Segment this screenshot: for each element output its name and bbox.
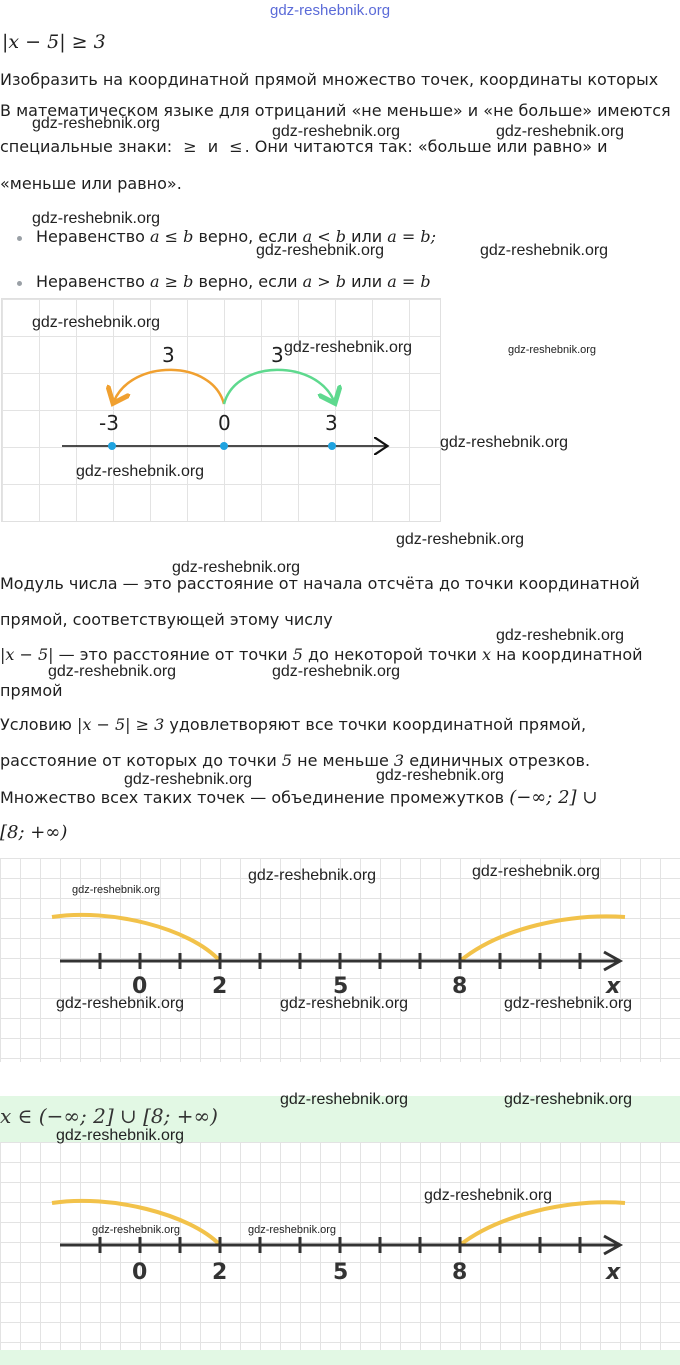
arc-right-label: 3 bbox=[271, 343, 284, 367]
explanation-line-5: Условию |x − 5| ≥ 3 удовлетворяют все точки координатной прямой, bbox=[0, 715, 587, 734]
problem-inequality: |x − 5| ≥ 3 bbox=[2, 31, 106, 53]
watermark: gdz-reshebnik.org bbox=[376, 767, 505, 784]
watermark: gdz-reshebnik.org bbox=[504, 1091, 633, 1108]
watermark: gdz-reshebnik.org bbox=[32, 210, 161, 227]
point-3 bbox=[328, 442, 336, 450]
right-curve bbox=[460, 1202, 625, 1245]
watermark: gdz-reshebnik.org bbox=[440, 434, 569, 451]
watermark: gdz-reshebnik.org bbox=[480, 242, 609, 259]
watermark: gdz-reshebnik.org bbox=[32, 314, 161, 331]
watermark: gdz-reshebnik.org bbox=[496, 123, 625, 140]
watermark: gdz-reshebnik.org bbox=[496, 627, 625, 644]
bottom-band bbox=[0, 1350, 680, 1365]
watermark: gdz-reshebnik.org bbox=[504, 995, 633, 1012]
site-watermark-top: gdz-reshebnik.org bbox=[270, 2, 391, 19]
tick-label-0: 0 bbox=[132, 974, 148, 999]
arc-left-label: 3 bbox=[162, 343, 175, 367]
tick-label-3: 3 bbox=[325, 411, 338, 435]
intro-line-2: В математическом языке для отрицаний «не меньше» и «не больше» имеются bbox=[0, 101, 671, 120]
watermark: gdz-reshebnik.org bbox=[32, 115, 161, 132]
explanation-line-2: прямой, соответствующей этому числу bbox=[0, 610, 333, 629]
tick-label-2: 2 bbox=[212, 1260, 228, 1285]
explanation-line-4: прямой bbox=[0, 681, 63, 700]
tick-label-0: 0 bbox=[132, 1260, 148, 1285]
number-line-arcs bbox=[2, 299, 440, 521]
point-minus-3 bbox=[108, 442, 116, 450]
bullet-item-2: Неравенство a ≥ b верно, если a > b или a = b bbox=[36, 272, 431, 291]
point-0 bbox=[220, 442, 228, 450]
explanation-line-8: [8; +∞) bbox=[0, 822, 68, 843]
number-line-2 bbox=[0, 1142, 680, 1350]
watermark: gdz-reshebnik.org bbox=[56, 1127, 185, 1144]
right-curve bbox=[460, 916, 625, 961]
tick-label-minus-3: -3 bbox=[99, 411, 119, 435]
watermark: gdz-reshebnik.org bbox=[92, 1224, 181, 1236]
watermark: gdz-reshebnik.org bbox=[272, 123, 401, 140]
axis-label-x: x bbox=[606, 974, 621, 999]
bullet-dot bbox=[17, 281, 22, 286]
watermark: gdz-reshebnik.org bbox=[256, 242, 385, 259]
intro-line-4: «меньше или равно». bbox=[0, 174, 182, 193]
watermark: gdz-reshebnik.org bbox=[280, 995, 409, 1012]
watermark: gdz-reshebnik.org bbox=[424, 1187, 553, 1204]
explanation-line-6: расстояние от которых до точки 5 не меньше 3 единичных отрезков. bbox=[0, 751, 591, 770]
answer-text: x ∈ (−∞; 2] ∪ [8; +∞) bbox=[0, 1104, 218, 1128]
sign-ge: ≥ bbox=[183, 137, 197, 156]
sign-le: ≤ bbox=[229, 137, 243, 156]
tick-label-8: 8 bbox=[452, 1260, 468, 1285]
explanation-line-3: |x − 5| — это расстояние от точки 5 до некоторой точки x на координатной bbox=[0, 645, 643, 664]
left-curve bbox=[52, 1201, 220, 1245]
watermark: gdz-reshebnik.org bbox=[280, 1091, 409, 1108]
grid-number-line-2 bbox=[0, 1142, 680, 1350]
intro-line-3: специальные знаки: ≥ и ≤ . Они читаются так: «больше или равно» и bbox=[0, 137, 608, 156]
left-curve bbox=[52, 915, 220, 961]
tick-label-2: 2 bbox=[212, 974, 228, 999]
watermark: gdz-reshebnik.org bbox=[396, 531, 525, 548]
watermark: gdz-reshebnik.org bbox=[508, 344, 597, 356]
right-arc bbox=[224, 370, 334, 404]
tick-label-5: 5 bbox=[333, 974, 349, 999]
watermark: gdz-reshebnik.org bbox=[48, 663, 177, 680]
watermark: gdz-reshebnik.org bbox=[472, 863, 601, 880]
watermark: gdz-reshebnik.org bbox=[72, 884, 161, 896]
axis-label-x: x bbox=[606, 1260, 621, 1285]
watermark: gdz-reshebnik.org bbox=[56, 995, 185, 1012]
left-arc bbox=[114, 370, 224, 404]
watermark: gdz-reshebnik.org bbox=[284, 339, 413, 356]
tick-label-5: 5 bbox=[333, 1260, 349, 1285]
explanation-line-7: Множество всех таких точек — объединение промежутков (−∞; 2] ∪ bbox=[0, 787, 598, 808]
watermark: gdz-reshebnik.org bbox=[76, 463, 205, 480]
bullet-item-1: Неравенство a ≤ b верно, если a < b или a = b; bbox=[36, 227, 436, 246]
intro-line-1: Изобразить на координатной прямой множество точек, координаты которых bbox=[0, 70, 659, 89]
watermark: gdz-reshebnik.org bbox=[172, 559, 301, 576]
watermark: gdz-reshebnik.org bbox=[248, 1224, 337, 1236]
watermark: gdz-reshebnik.org bbox=[248, 867, 377, 884]
tick-label-8: 8 bbox=[452, 974, 468, 999]
watermark: gdz-reshebnik.org bbox=[124, 771, 253, 788]
tick-label-0: 0 bbox=[218, 411, 231, 435]
watermark: gdz-reshebnik.org bbox=[272, 663, 401, 680]
explanation-line-1: Модуль числа — это расстояние от начала отсчёта до точки координатной bbox=[0, 574, 640, 593]
bullet-dot bbox=[17, 236, 22, 241]
